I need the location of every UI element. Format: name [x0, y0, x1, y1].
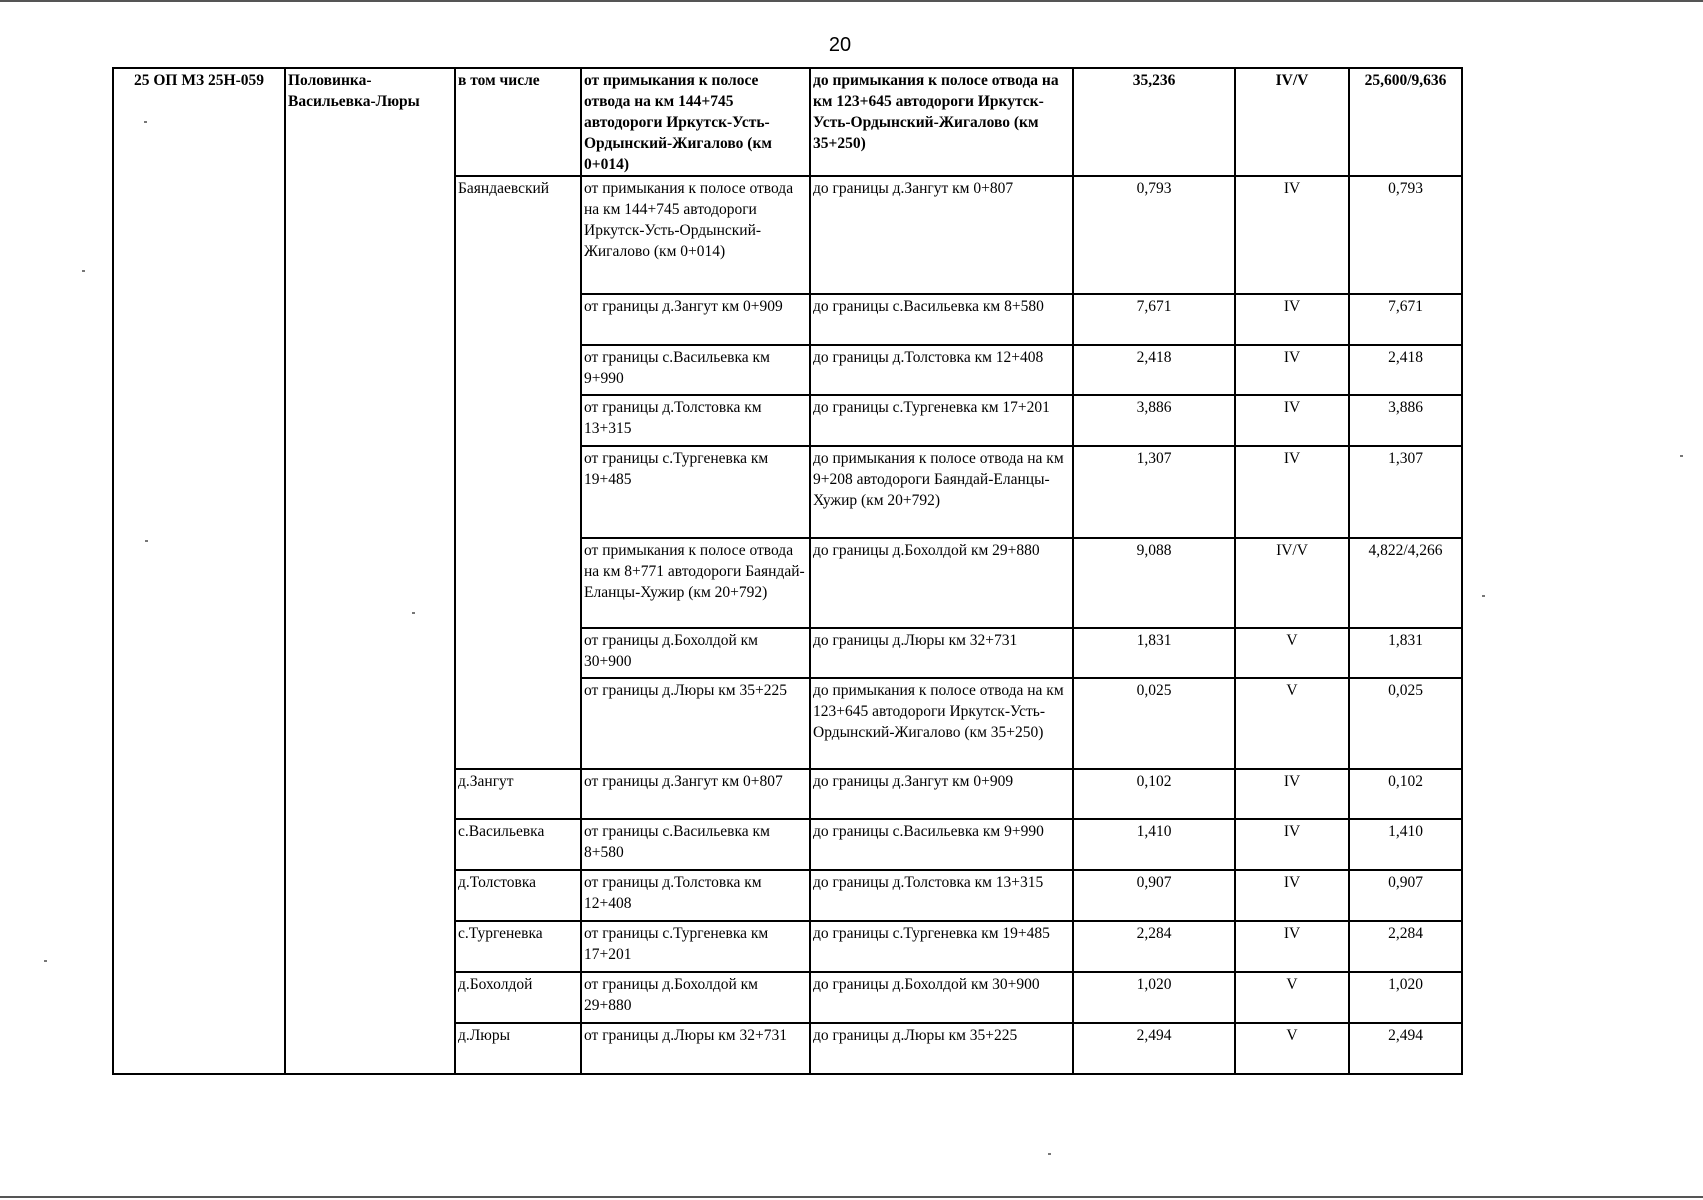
category-cell: V [1235, 972, 1349, 1023]
split-cell: 1,020 [1349, 972, 1462, 1023]
table-row [113, 68, 1462, 176]
length-cell: 3,886 [1073, 395, 1235, 446]
category-cell: IV/V [1235, 538, 1349, 628]
length-cell: 2,494 [1073, 1023, 1235, 1074]
category-cell: IV [1235, 446, 1349, 538]
length-cell: 1,020 [1073, 972, 1235, 1023]
split-cell: 0,793 [1349, 176, 1462, 294]
split-cell: 4,822/4,266 [1349, 538, 1462, 628]
scan-speck [1680, 455, 1683, 457]
category-cell: IV [1235, 176, 1349, 294]
district-cell: д.Люры [455, 1023, 581, 1074]
from-cell: от примыкания к полосе отвода на км 8+771 автодороги Баяндай-Еланцы-Хужир (км 20+792) [581, 538, 810, 628]
to-cell: до границы д.Толстовка км 12+408 [810, 345, 1073, 395]
category-cell: IV [1235, 921, 1349, 972]
from-cell: от границы д.Толстовка км 13+315 [581, 395, 810, 446]
length-cell: 0,102 [1073, 769, 1235, 819]
split-cell: 1,410 [1349, 819, 1462, 870]
to-cell: до границы с.Васильевка км 9+990 [810, 819, 1073, 870]
road-table [112, 67, 1463, 1075]
to-cell: до границы д.Люры км 32+731 [810, 628, 1073, 678]
to-cell: до границы д.Зангут км 0+807 [810, 176, 1073, 294]
length-cell: 1,410 [1073, 819, 1235, 870]
to-cell: до примыкания к полосе отвода на км 123+645 автодороги Иркутск-Усть-Ордынский-Жигалово (км 35+250) [810, 68, 1073, 176]
scan-edge-top [0, 0, 1703, 2]
scan-edge-bottom [0, 1196, 1703, 1198]
district-cell: д.Зангут [455, 769, 581, 819]
from-cell: от границы д.Люры км 35+225 [581, 678, 810, 769]
length-cell: 0,907 [1073, 870, 1235, 921]
category-cell: IV [1235, 345, 1349, 395]
from-cell: от границы д.Зангут км 0+909 [581, 294, 810, 345]
category-cell: V [1235, 678, 1349, 769]
from-cell: от границы с.Тургеневка км 19+485 [581, 446, 810, 538]
split-cell: 25,600/9,636 [1349, 68, 1462, 176]
length-cell: 0,025 [1073, 678, 1235, 769]
length-cell: 1,831 [1073, 628, 1235, 678]
district-cell: с.Васильевка [455, 819, 581, 870]
split-cell: 1,831 [1349, 628, 1462, 678]
length-cell: 2,418 [1073, 345, 1235, 395]
to-cell: до границы д.Бохолдой км 29+880 [810, 538, 1073, 628]
category-cell: IV/V [1235, 68, 1349, 176]
split-cell: 0,102 [1349, 769, 1462, 819]
split-cell: 2,284 [1349, 921, 1462, 972]
road-code-cell: 25 ОП МЗ 25Н-059 [113, 68, 285, 1074]
scan-speck [412, 612, 415, 614]
length-cell: 1,307 [1073, 446, 1235, 538]
split-cell: 3,886 [1349, 395, 1462, 446]
split-cell: 2,418 [1349, 345, 1462, 395]
category-cell: IV [1235, 395, 1349, 446]
from-cell: от примыкания к полосе отвода на км 144+745 автодороги Иркутск-Усть-Ордынский-Жигалово (км 0+014) [581, 176, 810, 294]
category-cell: V [1235, 1023, 1349, 1074]
district-cell: д.Бохолдой [455, 972, 581, 1023]
from-cell: от границы с.Васильевка км 9+990 [581, 345, 810, 395]
to-cell: до примыкания к полосе отвода на км 9+208 автодороги Баяндай-Еланцы-Хужир (км 20+792) [810, 446, 1073, 538]
length-cell: 0,793 [1073, 176, 1235, 294]
district-cell: д.Толстовка [455, 870, 581, 921]
from-cell: от границы с.Тургеневка км 17+201 [581, 921, 810, 972]
to-cell: до границы д.Люры км 35+225 [810, 1023, 1073, 1074]
district-cell: в том числе [455, 68, 581, 176]
scan-speck [44, 960, 47, 962]
from-cell: от примыкания к полосе отвода на км 144+745 автодороги Иркутск-Усть-Ордынский-Жигалово (км 0+014) [581, 68, 810, 176]
from-cell: от границы д.Люры км 32+731 [581, 1023, 810, 1074]
scan-speck [145, 540, 148, 542]
scan-speck [1482, 595, 1485, 597]
length-cell: 9,088 [1073, 538, 1235, 628]
split-cell: 7,671 [1349, 294, 1462, 345]
to-cell: до границы д.Толстовка км 13+315 [810, 870, 1073, 921]
to-cell: до границы с.Тургеневка км 19+485 [810, 921, 1073, 972]
category-cell: IV [1235, 769, 1349, 819]
to-cell: до границы д.Бохолдой км 30+900 [810, 972, 1073, 1023]
category-cell: IV [1235, 870, 1349, 921]
split-cell: 0,907 [1349, 870, 1462, 921]
category-cell: V [1235, 628, 1349, 678]
scan-speck [1048, 1153, 1051, 1155]
category-cell: IV [1235, 819, 1349, 870]
to-cell: до границы с.Васильевка км 8+580 [810, 294, 1073, 345]
length-cell: 7,671 [1073, 294, 1235, 345]
from-cell: от границы д.Бохолдой км 29+880 [581, 972, 810, 1023]
to-cell: до границы д.Зангут км 0+909 [810, 769, 1073, 819]
length-cell: 35,236 [1073, 68, 1235, 176]
page-number: 20 [828, 34, 852, 56]
split-cell: 0,025 [1349, 678, 1462, 769]
to-cell: до границы с.Тургеневка км 17+201 [810, 395, 1073, 446]
district-cell: Баяндаевский [455, 176, 581, 769]
split-cell: 1,307 [1349, 446, 1462, 538]
road-name-cell: Половинка-Васильевка-Люры [285, 68, 455, 1074]
from-cell: от границы с.Васильевка км 8+580 [581, 819, 810, 870]
to-cell: до примыкания к полосе отвода на км 123+645 автодороги Иркутск-Усть-Ордынский-Жигалово (км 35+250) [810, 678, 1073, 769]
category-cell: IV [1235, 294, 1349, 345]
from-cell: от границы д.Бохолдой км 30+900 [581, 628, 810, 678]
split-cell: 2,494 [1349, 1023, 1462, 1074]
district-cell: с.Тургеневка [455, 921, 581, 972]
length-cell: 2,284 [1073, 921, 1235, 972]
scan-speck [82, 270, 85, 272]
from-cell: от границы д.Толстовка км 12+408 [581, 870, 810, 921]
from-cell: от границы д.Зангут км 0+807 [581, 769, 810, 819]
scan-speck [144, 121, 147, 123]
